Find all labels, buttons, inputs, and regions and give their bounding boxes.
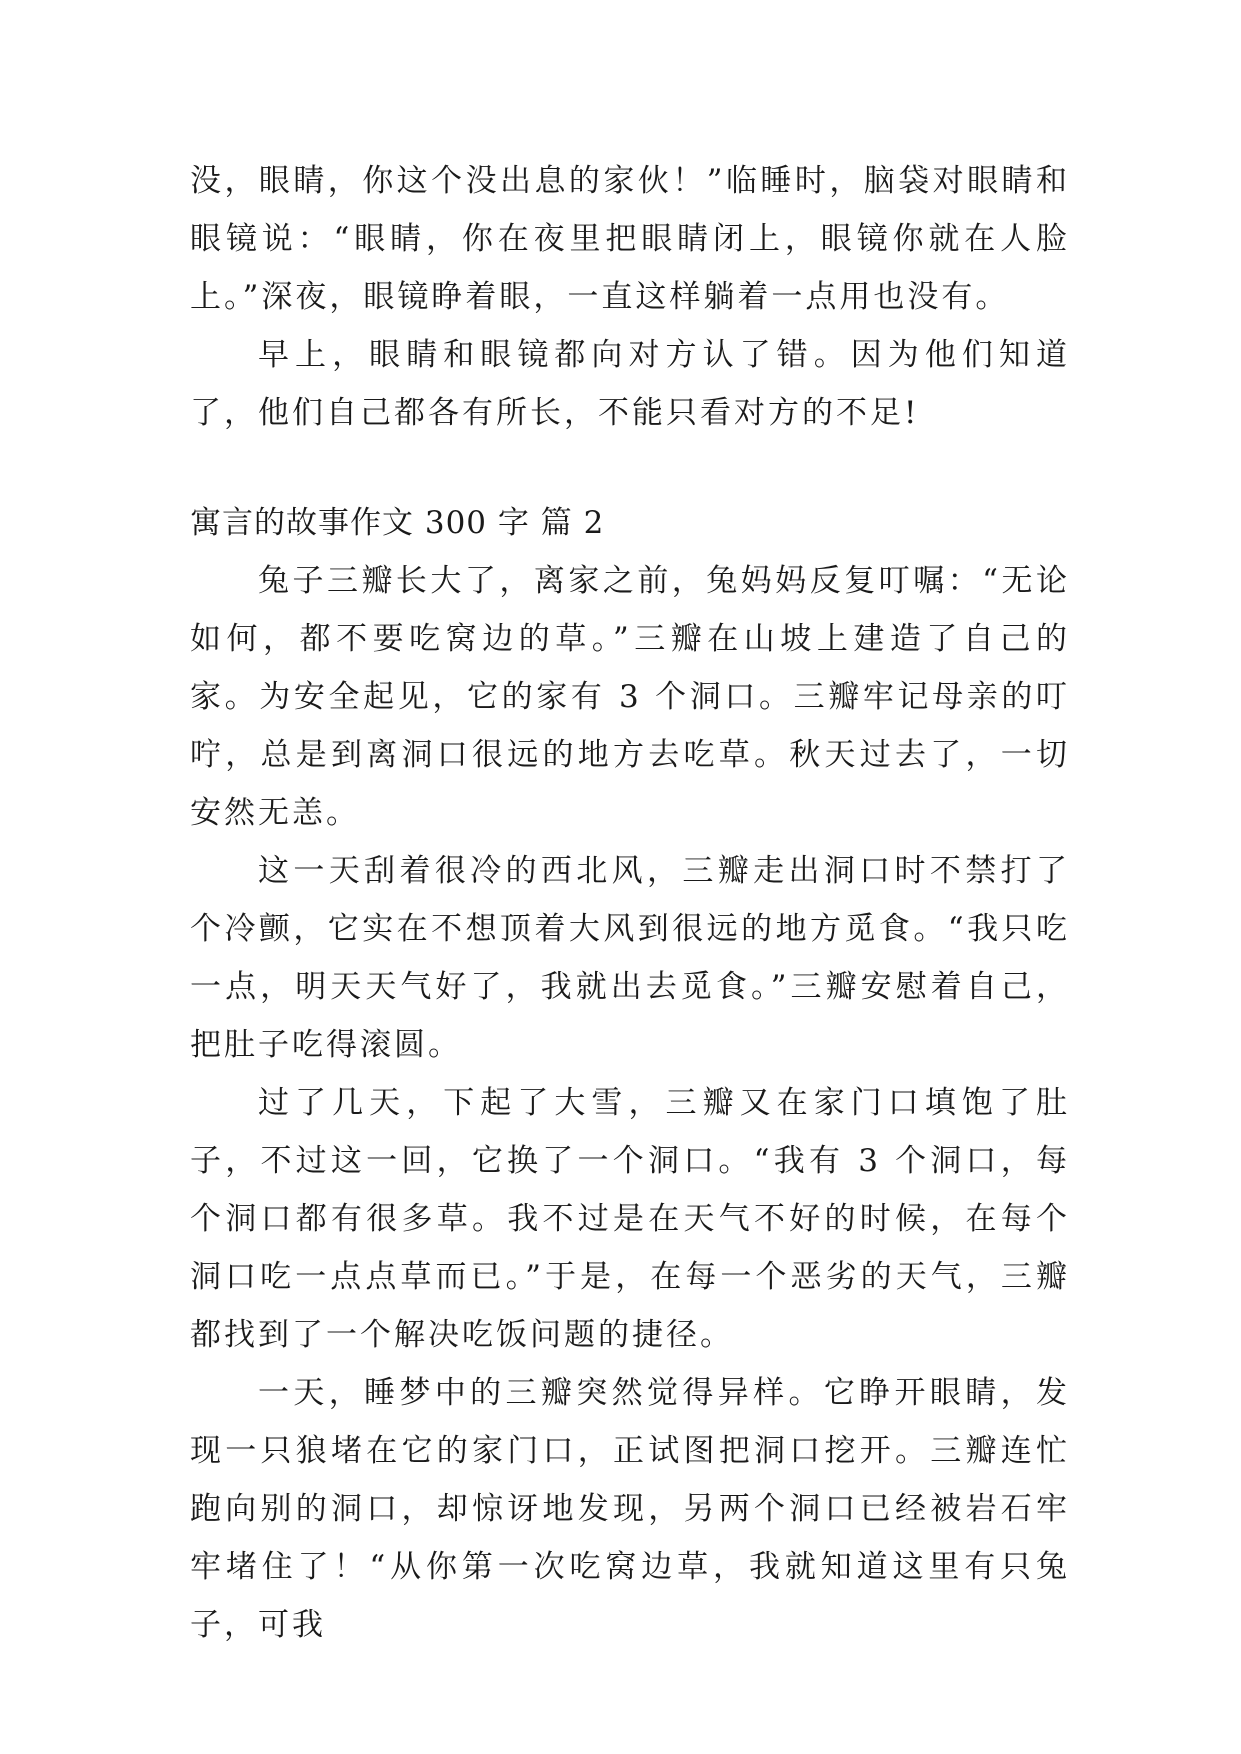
paragraph-section-4: 一天，睡梦中的三瓣突然觉得异样。它睁开眼睛，发现一只狼堵在它的家门口，正试图把洞口挖开。三瓣连忙跑向别的洞口，却惊讶地发现，另两个洞口已经被岩石牢牢堵住了！“从你第一次吃窝边草，我就知道这里有只兔子，可我 xyxy=(190,1375,1070,1643)
section-heading: 寓言的故事作文 300 字 篇 2 xyxy=(190,505,605,541)
paragraph-continued: 没，眼睛，你这个没出息的家伙！”临睡时，脑袋对眼睛和眼镜说：“眼睛，你在夜里把眼睛闭上，眼镜你就在人脸上。”深夜，眼镜睁着眼，一直这样躺着一点用也没有。 xyxy=(190,163,1070,315)
document-body xyxy=(190,152,1070,1654)
paragraph-section-3: 过了几天，下起了大雪，三瓣又在家门口填饱了肚子，不过这一回，它换了一个洞口。“我有 3 个洞口，每个洞口都有很多草。我不过是在天气不好的时候，在每个洞口吃一点点草而已。”于是，在每一个恶劣的天气，三瓣都找到了一个解决吃饭问题的捷径。 xyxy=(190,1085,1070,1353)
paragraph-section-1: 兔子三瓣长大了，离家之前，兔妈妈反复叮嘱：“无论如何，都不要吃窝边的草。”三瓣在山坡上建造了自己的家。为安全起见，它的家有 3 个洞口。三瓣牢记母亲的叮咛，总是到离洞口很远的地方去吃草。秋天过去了，一切安然无恙。 xyxy=(190,563,1070,831)
paragraph-section-2: 这一天刮着很冷的西北风，三瓣走出洞口时不禁打了个冷颤，它实在不想顶着大风到很远的地方觅食。“我只吃一点，明天天气好了，我就出去觅食。”三瓣安慰着自己，把肚子吃得滚圆。 xyxy=(190,853,1070,1063)
paragraph-conclusion: 早上，眼睛和眼镜都向对方认了错。因为他们知道了，他们自己都各有所长，不能只看对方的不足! xyxy=(190,337,1070,431)
